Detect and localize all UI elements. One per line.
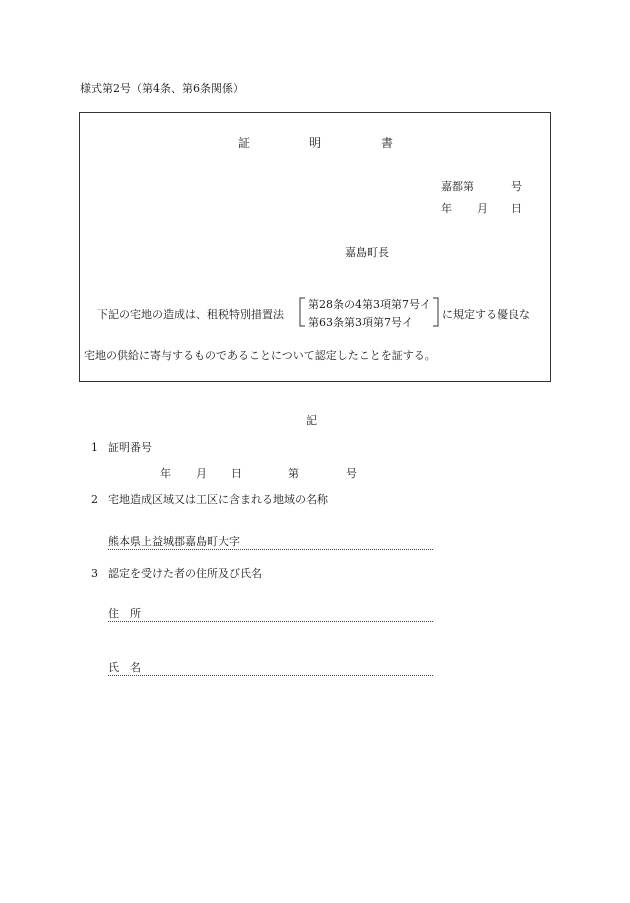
issue-date-day: 日	[511, 202, 522, 215]
area-name-line	[108, 549, 433, 550]
item-1-label: 証明番号	[108, 441, 152, 454]
item-3-label: 認定を受けた者の住所及び氏名	[108, 567, 262, 580]
law-reference-2: 第63条第3項第7号イ	[308, 316, 413, 329]
item-1-dai: 第	[288, 467, 299, 480]
body-line2: 宅地の供給に寄与するものであることについて認定したことを証する。	[84, 349, 436, 362]
item-3-number: 3	[91, 567, 98, 580]
item-1-go: 号	[346, 467, 357, 480]
name-label: 氏 名	[108, 661, 141, 674]
issue-date-month: 月	[477, 202, 488, 215]
item-2-number: 2	[91, 493, 98, 506]
certificate-title-char-3: 書	[381, 136, 394, 150]
name-line	[108, 675, 433, 676]
area-name-value: 熊本県上益城郡嘉島町大字	[108, 535, 240, 548]
form-number: 様式第2号（第4条、第6条関係）	[80, 82, 244, 95]
item-1-day: 日	[231, 467, 242, 480]
item-1-month: 月	[196, 467, 207, 480]
memo-heading: 記	[306, 414, 317, 427]
issue-date-year: 年	[441, 202, 452, 215]
certificate-title-char-2: 明	[309, 136, 322, 150]
issuer-name: 嘉島町長	[345, 246, 389, 259]
certificate-title-char-1: 証	[238, 136, 251, 150]
item-1-number: 1	[91, 441, 98, 454]
address-line	[108, 621, 433, 622]
certificate-box	[79, 112, 551, 382]
issue-number-suffix: 号	[511, 180, 522, 193]
address-label: 住 所	[108, 607, 141, 620]
item-1-year: 年	[160, 467, 171, 480]
body-line1-suffix: に規定する優良な	[442, 308, 530, 321]
law-reference-1: 第28条の4第3項第7号イ	[308, 298, 431, 311]
issue-number-prefix: 嘉都第	[441, 180, 474, 193]
body-line1-prefix: 下記の宅地の造成は、租税特別措置法	[97, 308, 284, 321]
item-2-label: 宅地造成区域又は工区に含まれる地域の名称	[108, 493, 328, 506]
